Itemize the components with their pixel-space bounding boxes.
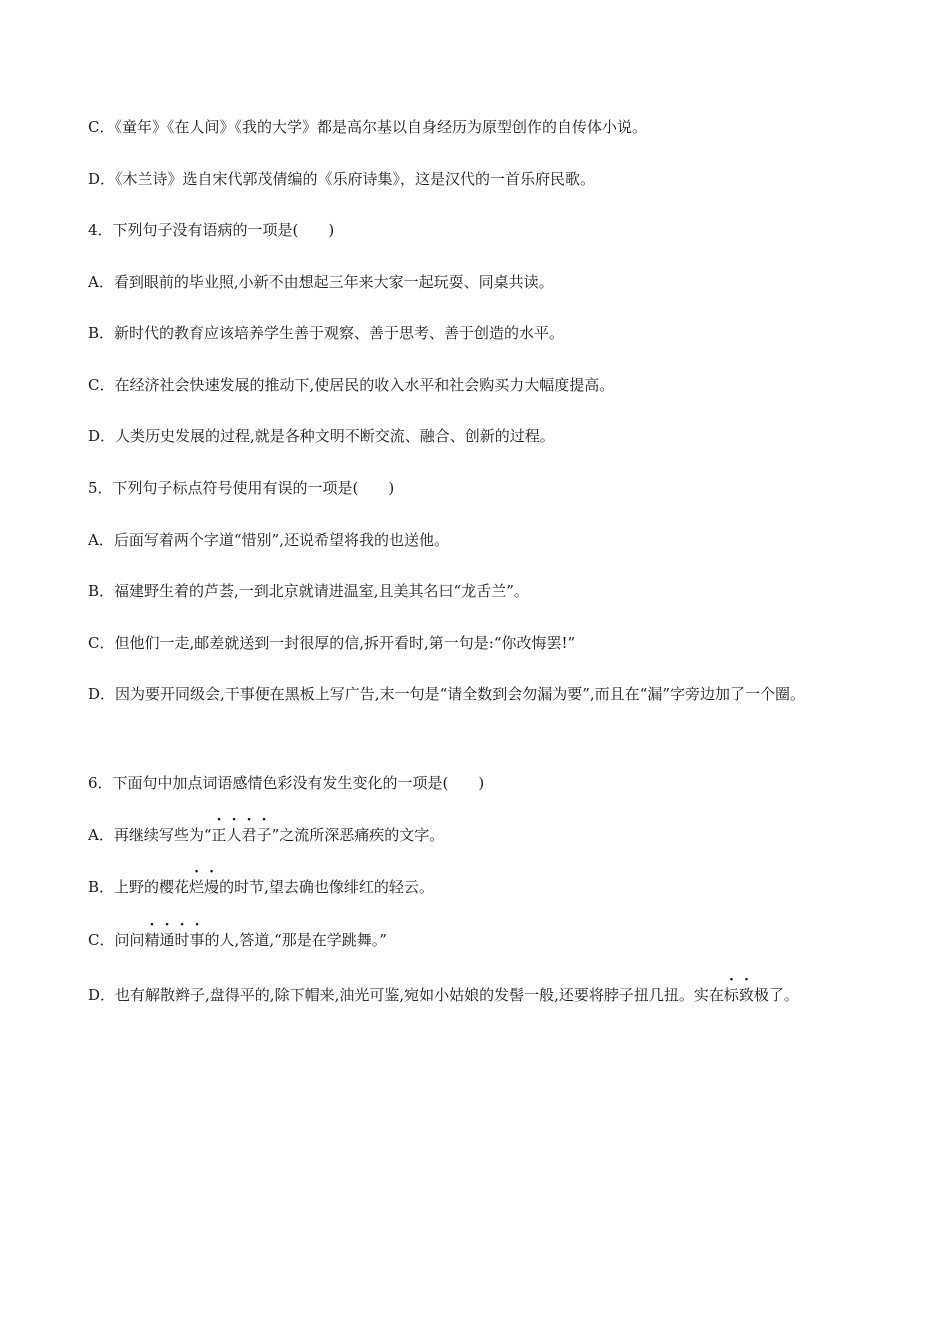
q5-option-d: D．因为要开同级会,干事便在黑板上写广告,末一句是“请全数到会勿漏为要”,而且在“漏”字旁边加了一个圈。 [88, 685, 806, 703]
dotted-char: 子 [256, 826, 272, 844]
dotted-char: 通 [159, 931, 175, 949]
question-4: 4．下列句子没有语病的一项是( ) [88, 221, 335, 239]
dotted-char: 精 [144, 931, 160, 949]
dotted-char: 时 [174, 931, 190, 949]
dotted-char: 烂 [189, 878, 205, 896]
q3-option-c: C．《童年》《在人间》《我的大学》都是高尔基以自身经历为原型创作的自传体小说。 [88, 118, 647, 136]
question-5: 5．下列句子标点符号使用有误的一项是( ) [88, 479, 395, 497]
question-6: 6．下面句中加点词语感情色彩没有发生变化的一项是( ) [88, 774, 485, 792]
q6-a-text-after: ”之流所深恶痛疾的文字。 [271, 826, 445, 844]
q6-a-text-before: A．再继续写些为“ [88, 826, 212, 844]
q6-option-d [88, 985, 799, 1005]
q6-option-a [88, 825, 444, 845]
q6-c-text-before: C．问问 [88, 931, 145, 949]
q4-option-a: A．看到眼前的毕业照,小新不由想起三年来大家一起玩耍、同桌共读。 [88, 273, 554, 291]
q3-option-d: D．《木兰诗》选自宋代郭茂倩编的《乐府诗集》，这是汉代的一首乐府民歌。 [88, 170, 596, 188]
q5-option-c: C．但他们一走,邮差就送到一封很厚的信,拆开看时,第一句是:“你改悔罢!” [88, 634, 576, 652]
q6-b-text-before: B．上野的樱花 [88, 878, 190, 896]
q4-option-c: C．在经济社会快速发展的推动下,使居民的收入水平和社会购买力大幅度提高。 [88, 376, 615, 394]
q6-d-text-after: 极了。 [753, 986, 799, 1004]
q6-option-b [88, 877, 434, 897]
dotted-char: 熳 [204, 878, 220, 896]
q4-option-d: D．人类历史发展的过程,就是各种文明不断交流、融合、创新的过程。 [88, 427, 555, 445]
dotted-char: 标 [723, 986, 739, 1004]
dotted-char: 正 [211, 826, 227, 844]
q6-option-c [88, 930, 387, 950]
q5-option-b: B．福建野生着的芦荟,一到北京就请进温室,且美其名曰“龙舌兰”。 [88, 582, 529, 600]
q6-c-text-after: 的人,答道,“那是在学跳舞。” [204, 931, 387, 949]
dotted-char: 事 [189, 931, 205, 949]
q4-option-b: B．新时代的教育应该培养学生善于观察、善于思考、善于创造的水平。 [88, 324, 565, 342]
dotted-char: 致 [738, 986, 754, 1004]
q6-d-text-before: D．也有解散辫子,盘得平的,除下帽来,油光可鉴,宛如小姑娘的发髻一般,还要将脖子扭几扭。实在 [88, 986, 724, 1004]
dotted-char: 君 [241, 826, 257, 844]
dotted-char: 人 [226, 826, 242, 844]
q6-b-text-after: 的时节,望去确也像绯红的轻云。 [219, 878, 434, 896]
q5-option-a: A．后面写着两个字道“惜别”,还说希望将我的也送他。 [88, 531, 449, 549]
